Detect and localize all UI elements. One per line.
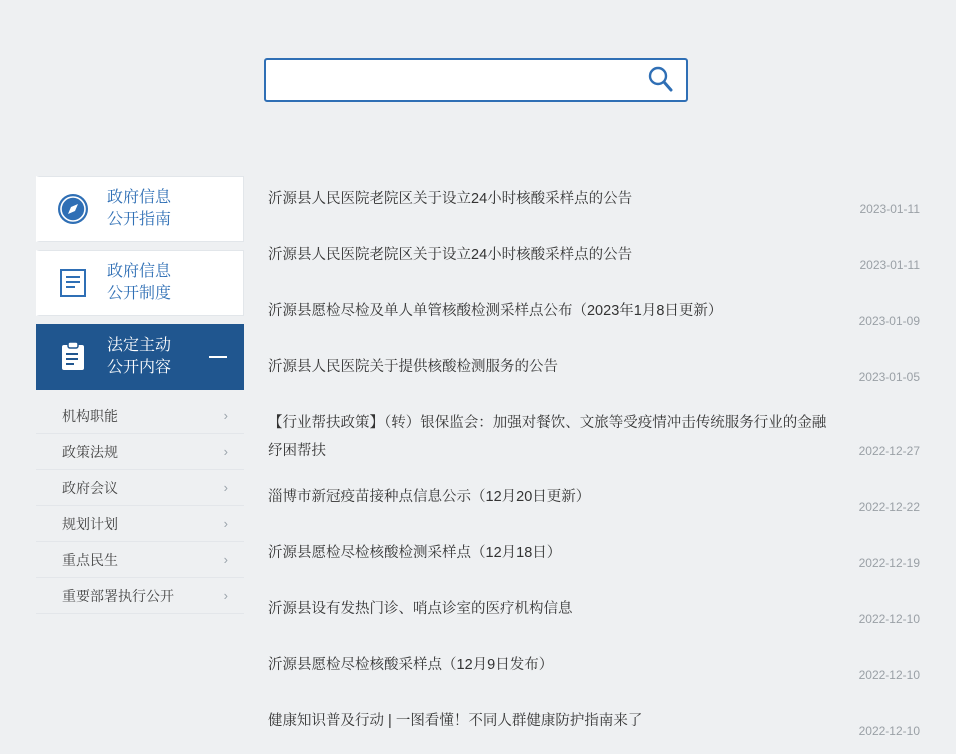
- sidebar-card-system-line2: 公开制度: [107, 285, 172, 302]
- list-item-date: 2022-12-10: [858, 668, 920, 682]
- list-item[interactable]: [268, 232, 920, 288]
- list-item[interactable]: [268, 474, 920, 530]
- list-item-title[interactable]: 沂源县愿检尽检及单人单管核酸检测采样点公布（2023年1月8日更新）: [268, 303, 723, 319]
- compass-icon: [51, 187, 95, 231]
- list-item-title[interactable]: 健康知识普及行动 | 一图看懂！不同人群健康防护指南来了: [268, 713, 643, 729]
- list-item-title[interactable]: 沂源县人民医院老院区关于设立24小时核酸采样点的公告: [268, 191, 633, 207]
- chevron-right-icon: ›: [223, 480, 228, 495]
- list-item[interactable]: [268, 176, 920, 232]
- sidebar-card-guide-label: [107, 187, 171, 231]
- list-item[interactable]: [268, 586, 920, 642]
- list-item[interactable]: [268, 642, 920, 698]
- list-item-title[interactable]: 沂源县人民医院老院区关于设立24小时核酸采样点的公告: [268, 247, 633, 263]
- list-item-date: 2023-01-11: [859, 258, 920, 272]
- list-item-date: 2022-12-10: [858, 724, 920, 738]
- news-list: [268, 176, 920, 754]
- search-box[interactable]: [264, 58, 688, 102]
- sidebar-card-guide-line2: 公开指南: [107, 211, 172, 228]
- sidebar-item-label: 机构职能: [62, 407, 118, 424]
- sidebar-item-zhongdianminsheng[interactable]: [36, 542, 244, 578]
- search-icon: [645, 64, 675, 97]
- list-item[interactable]: [268, 344, 920, 400]
- collapse-icon[interactable]: [209, 356, 227, 358]
- list-item[interactable]: [268, 400, 920, 474]
- sidebar-item-label: 重要部署执行公开: [62, 587, 174, 604]
- list-item-date: 2023-01-11: [859, 202, 920, 216]
- chevron-right-icon: ›: [223, 444, 228, 459]
- list-item-date: 2023-01-05: [858, 370, 920, 384]
- list-item-title[interactable]: 沂源县人民医院关于提供核酸检测服务的公告: [268, 359, 558, 375]
- list-item[interactable]: [268, 698, 920, 754]
- search-bar: [264, 58, 688, 102]
- sidebar-card-content-line2: 公开内容: [107, 359, 172, 376]
- list-item-date: 2023-01-09: [858, 314, 920, 328]
- list-item-title[interactable]: 淄博市新冠疫苗接种点信息公示（12月20日更新）: [268, 489, 591, 505]
- clipboard-icon: [51, 335, 95, 379]
- sidebar-card-system-line1: 政府信息: [107, 263, 172, 280]
- list-item-title[interactable]: 沂源县设有发热门诊、哨点诊室的医疗机构信息: [268, 601, 573, 617]
- chevron-right-icon: ›: [223, 588, 228, 603]
- sidebar-item-guihuajihua[interactable]: [36, 506, 244, 542]
- sidebar-card-content[interactable]: [36, 324, 244, 390]
- chevron-right-icon: ›: [223, 408, 228, 423]
- list-item-title[interactable]: 【行业帮扶政策】（转）银保监会：加强对餐饮、文旅等受疫情冲击传统服务行业的金融纾困帮扶: [268, 415, 827, 459]
- sidebar-item-label: 重点民生: [62, 551, 118, 568]
- sidebar-card-system[interactable]: [36, 250, 244, 316]
- document-icon: [51, 261, 95, 305]
- list-item-title[interactable]: 沂源县愿检尽检核酸采样点（12月9日发布）: [268, 657, 554, 673]
- sidebar-item-zhongyaobushu[interactable]: [36, 578, 244, 614]
- sidebar-card-content-label: [107, 335, 171, 379]
- sidebar-item-zhengfuhuiyi[interactable]: [36, 470, 244, 506]
- list-item-title[interactable]: 沂源县愿检尽检核酸检测采样点（12月18日）: [268, 545, 562, 561]
- list-item-date: 2022-12-10: [858, 612, 920, 626]
- sidebar-item-label: 政府会议: [62, 479, 118, 496]
- chevron-right-icon: ›: [223, 552, 228, 567]
- search-input[interactable]: [276, 59, 634, 101]
- list-item-date: 2022-12-27: [858, 444, 920, 458]
- sidebar-item-label: 规划计划: [62, 515, 118, 532]
- search-button[interactable]: [634, 60, 686, 100]
- sidebar-card-guide-line1: 政府信息: [107, 189, 172, 206]
- sidebar-item-jigouzhineng[interactable]: [36, 398, 244, 434]
- sidebar-card-content-line1: 法定主动: [107, 337, 172, 354]
- sidebar: [36, 176, 244, 614]
- sidebar-item-zhengcefagui[interactable]: [36, 434, 244, 470]
- list-item-date: 2022-12-22: [858, 500, 920, 514]
- list-item[interactable]: [268, 530, 920, 586]
- sidebar-card-system-label: [107, 261, 171, 305]
- list-item[interactable]: [268, 288, 920, 344]
- sidebar-card-guide[interactable]: [36, 176, 244, 242]
- sidebar-item-label: 政策法规: [62, 443, 118, 460]
- list-item-date: 2022-12-19: [858, 556, 920, 570]
- chevron-right-icon: ›: [223, 516, 228, 531]
